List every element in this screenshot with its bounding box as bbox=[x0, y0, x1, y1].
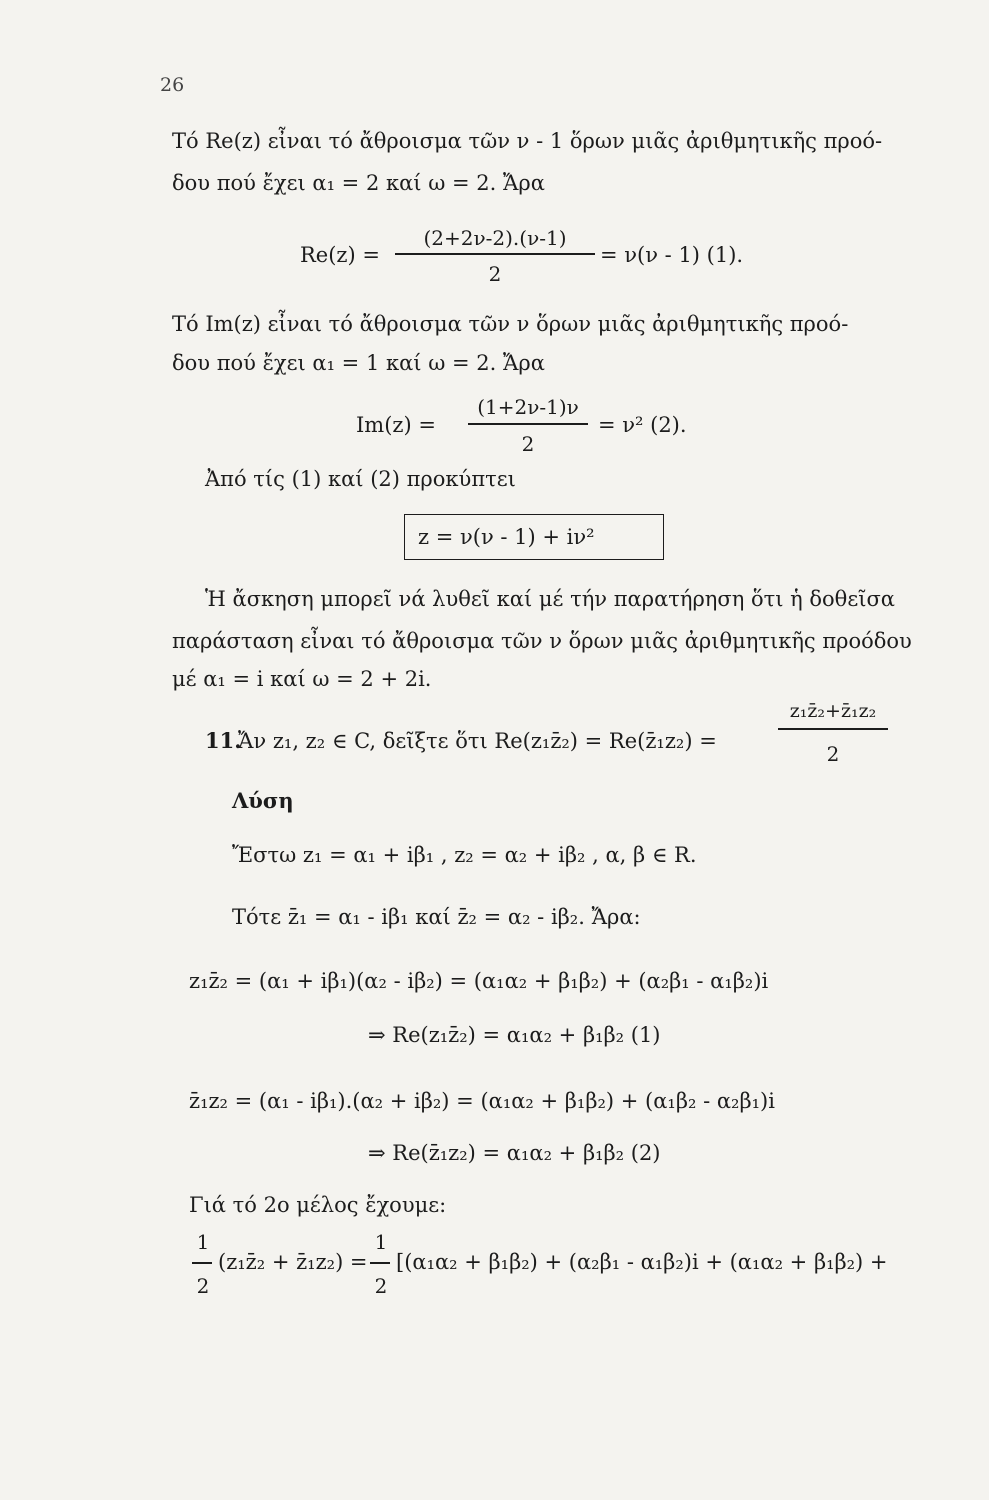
exercise-11-label: 11. bbox=[205, 728, 242, 753]
eq1-denominator: 2 bbox=[488, 262, 502, 286]
last-fraction-1-bar bbox=[192, 1262, 212, 1264]
paragraph-3: Ἀπό τίς (1) καί (2) προκύπτει bbox=[205, 467, 516, 491]
product-2: z̄₁z₂ = (α₁ - iβ₁).(α₂ + iβ₂) = (α₁α₂ + β₁β₂) + (α₁β₂ - α₂β₁)i bbox=[189, 1089, 775, 1113]
exercise-11-denominator: 2 bbox=[826, 742, 840, 766]
last-fraction-2-bar bbox=[370, 1262, 390, 1264]
paragraph-4-line-3: μέ α₁ = i καί ω = 2 + 2i. bbox=[172, 667, 432, 691]
paragraph-1-line-2: δου πού ἔχει α₁ = 2 καί ω = 2. Ἄρα bbox=[172, 171, 545, 195]
paragraph-2-line-2: δου πού ἔχει α₁ = 1 καί ω = 2. Ἄρα bbox=[172, 351, 545, 375]
boxed-result: z = ν(ν - 1) + iν² bbox=[418, 525, 595, 549]
paragraph-4-line-2: παράσταση εἶναι τό ἄθροισμα τῶν ν ὅρων μιᾶς ἀριθμητικῆς προόδου bbox=[172, 629, 912, 653]
then-line: Τότε z̄₁ = α₁ - iβ₁ καί z̄₂ = α₂ - iβ₂. Ἄρα: bbox=[232, 905, 641, 929]
last-rhs: [(α₁α₂ + β₁β₂) + (α₂β₁ - α₁β₂)i + (α₁α₂ + β₁β₂) + bbox=[396, 1250, 888, 1274]
exercise-11-statement: Ἄν z₁, z₂ ∈ C, δεῖξτε ὅτι Re(z₁z̄₂) = Re(z̄₁z₂) = bbox=[238, 729, 717, 753]
exercise-11-fraction-bar bbox=[778, 728, 888, 730]
exercise-11-numerator: z₁z̄₂+z̄₁z₂ bbox=[789, 700, 877, 722]
last-fraction-1-denominator: 2 bbox=[196, 1274, 210, 1298]
eq2-rhs: = ν² (2). bbox=[598, 413, 687, 437]
eq2-lhs: Im(z) = bbox=[356, 413, 436, 437]
eq1-lhs: Re(z) = bbox=[300, 243, 380, 267]
last-middle: (z₁z̄₂ + z̄₁z₂) = bbox=[218, 1250, 368, 1274]
eq1-rhs: = ν(ν - 1) (1). bbox=[600, 243, 744, 267]
eq1-numerator: (2+2ν-2).(ν-1) bbox=[423, 226, 567, 250]
paragraph-4-line-1: Ἡ ἄσκηση μπορεῖ νά λυθεῖ καί μέ τήν παρατήρηση ὅτι ἡ δοθεῖσα bbox=[205, 587, 895, 611]
result-1: ⇒ Re(z₁z̄₂) = α₁α₂ + β₁β₂ (1) bbox=[368, 1023, 661, 1047]
last-fraction-1-numerator: 1 bbox=[196, 1230, 210, 1254]
last-fraction-2-numerator: 1 bbox=[374, 1230, 388, 1254]
eq2-fraction-bar bbox=[468, 423, 588, 425]
second-member-line: Γιά τό 2ο μέλος ἔχουμε: bbox=[189, 1193, 447, 1217]
page-number: 26 bbox=[160, 74, 185, 96]
last-fraction-2-denominator: 2 bbox=[374, 1274, 388, 1298]
solution-heading: Λύση bbox=[232, 788, 294, 813]
paragraph-1-line-1: Τό Re(z) εἶναι τό ἄθροισμα τῶν ν - 1 ὅρων μιᾶς ἀριθμητικῆς προό- bbox=[172, 129, 883, 153]
eq1-fraction-bar bbox=[395, 253, 595, 255]
product-1: z₁z̄₂ = (α₁ + iβ₁)(α₂ - iβ₂) = (α₁α₂ + β₁β₂) + (α₂β₁ - α₁β₂)i bbox=[189, 969, 769, 993]
result-2: ⇒ Re(z̄₁z₂) = α₁α₂ + β₁β₂ (2) bbox=[368, 1141, 661, 1165]
eq2-numerator: (1+2ν-1)ν bbox=[477, 395, 579, 419]
eq2-denominator: 2 bbox=[521, 432, 535, 456]
let-line: Ἔστω z₁ = α₁ + iβ₁ , z₂ = α₂ + iβ₂ , α, β ∈ R. bbox=[232, 843, 697, 867]
paragraph-2-line-1: Τό Im(z) εἶναι τό ἄθροισμα τῶν ν ὅρων μιᾶς ἀριθμητικῆς προό- bbox=[172, 312, 849, 336]
